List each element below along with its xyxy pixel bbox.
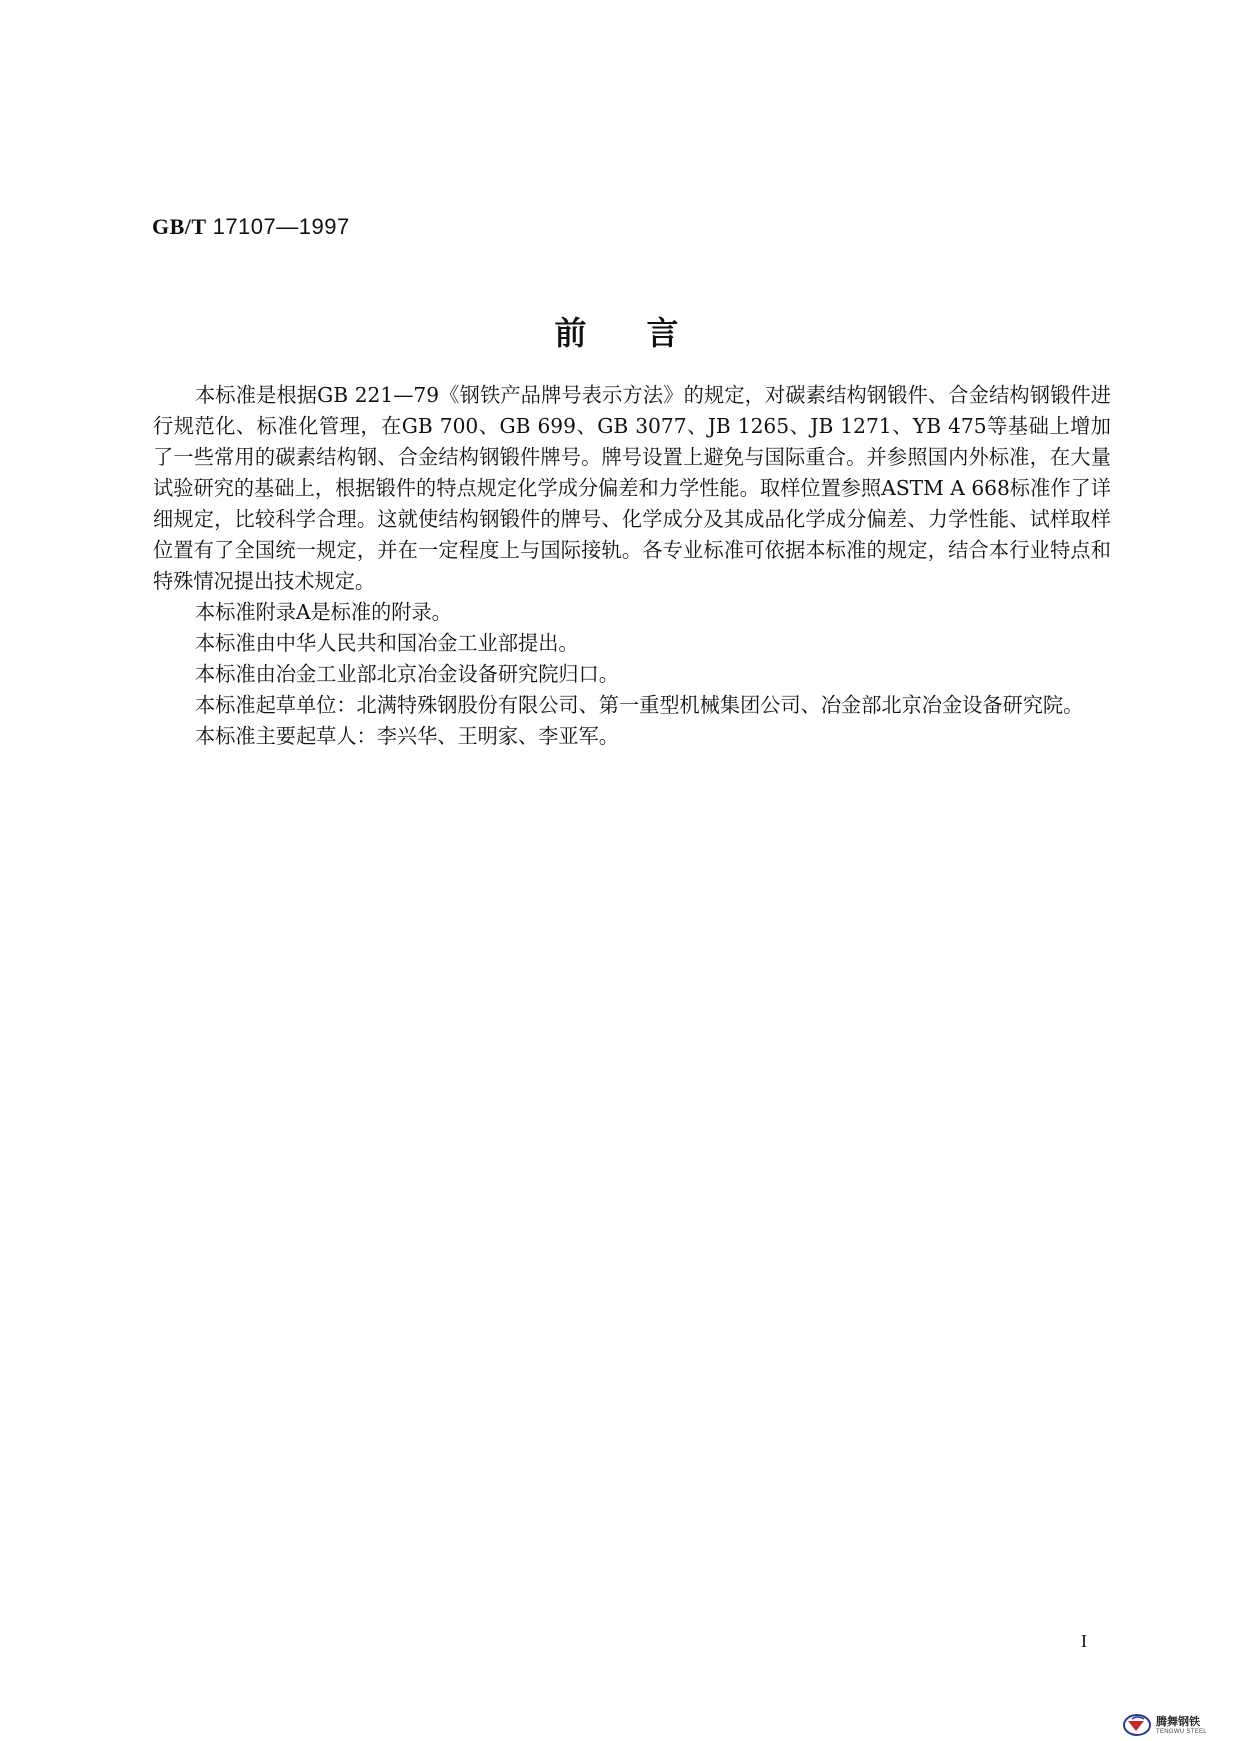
tengwu-logo-icon xyxy=(1122,1713,1152,1737)
watermark-name-en: TENGWU STEEL xyxy=(1156,1728,1207,1735)
foreword-paragraph-drafting-units: 本标准起草单位：北满特殊钢股份有限公司、第一重型机械集团公司、冶金部北京冶金设备研究院。 xyxy=(195,693,1084,717)
standard-code-prefix: GB/T xyxy=(152,214,207,239)
watermark-logo xyxy=(1122,1711,1232,1739)
foreword-body xyxy=(153,380,1111,752)
foreword-paragraph-proposer: 本标准由中华人民共和国冶金工业部提出。 xyxy=(195,631,579,655)
foreword-paragraph-drafters: 本标准主要起草人：李兴华、王明家、李亚军。 xyxy=(195,724,619,748)
foreword-paragraph-appendix: 本标准附录A是标准的附录。 xyxy=(195,600,452,624)
section-title-char-2: 言 xyxy=(646,314,681,352)
section-title xyxy=(0,308,1235,354)
watermark-text xyxy=(1156,1716,1207,1735)
page-number: I xyxy=(1081,1631,1087,1651)
foreword-paragraph-administrator: 本标准由冶金工业部北京冶金设备研究院归口。 xyxy=(195,662,619,686)
standard-code xyxy=(152,214,350,240)
foreword-paragraph-main: 本标准是根据GB 221—79《钢铁产品牌号表示方法》的规定，对碳素结构钢锻件、合金结构钢锻件进行规范化、标准化管理，在GB 700、GB 699、GB 3077、JB 1265、JB 1271、YB 475等基础上增加了一些常用的碳素结构钢、合金结构钢锻件牌号。牌号设置上避免与国际重合。并参照国内外标准，在大量试验研究的基础上，根据锻件的特点规定化学成分偏差和力学性能。取样位置参照ASTM A 668标准作了详细规定，比较科学合理。这就使结构钢锻件的牌号、化学成分及其成品化学成分偏差、力学性能、试样取样位置有了全国统一规定，并在一定程度上与国际接轨。各专业标准可依据本标准的规定，结合本行业特点和特殊情况提出技术规定。 xyxy=(153,383,1111,593)
watermark-name-cn: 腾舞钢铁 xyxy=(1156,1714,1200,1728)
standard-code-number: 17107—1997 xyxy=(212,214,350,239)
section-title-char-1: 前 xyxy=(554,314,589,352)
